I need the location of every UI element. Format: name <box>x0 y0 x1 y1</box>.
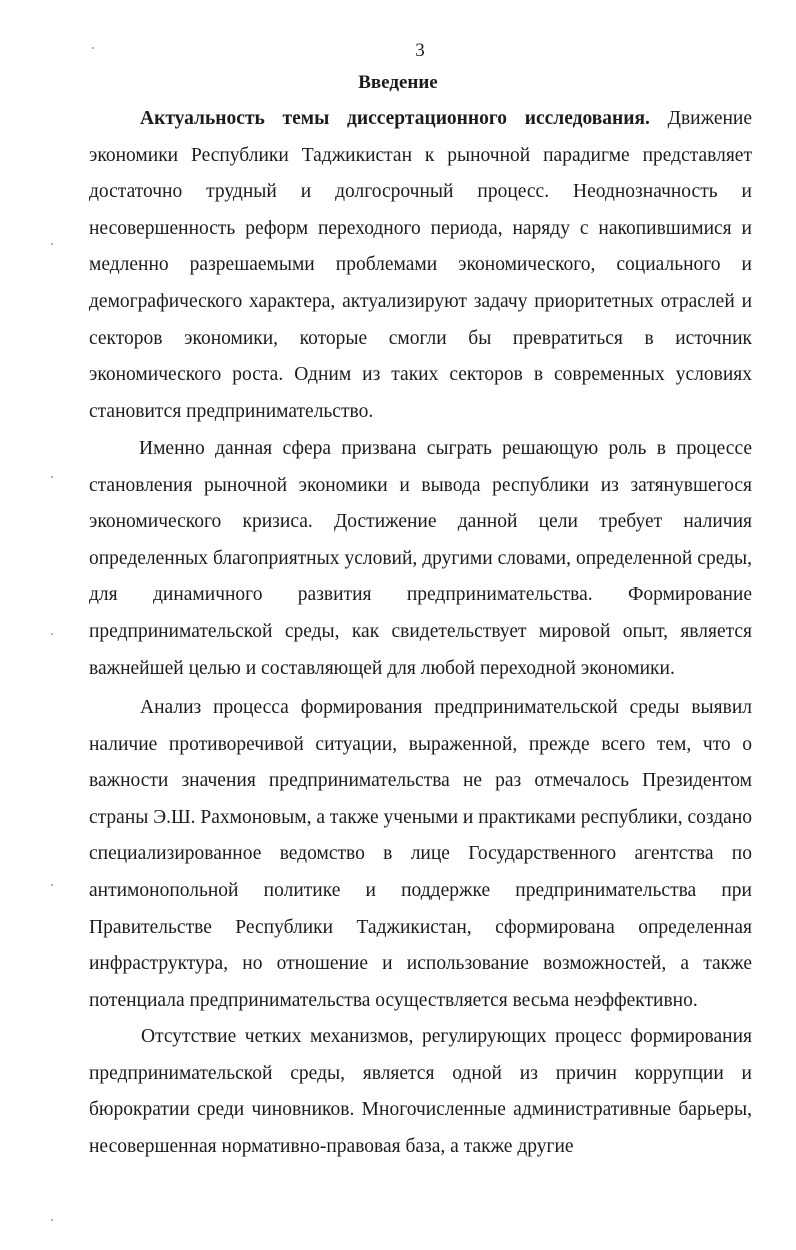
page-number: 3 <box>415 40 425 61</box>
paragraph-1-text: Движение экономики Республики Таджикистан к рыночной парадигме представляет достаточно трудный и долгосрочный процесс. Неоднозначность и несовершенность реформ переходного периода, наряду с накопившимися и медленно разрешаемыми проблемами экономического, социального и демографического характера, актуализируют задачу приоритетных отраслей и секторов экономики, которые смогли бы превратиться в источник экономического роста. Одним из таких секторов в современных условиях становится предпринимательство. <box>89 108 752 422</box>
paragraph-1 <box>89 101 752 430</box>
paragraph-1-lead: Актуальность темы диссертационного исследования. <box>140 108 650 129</box>
paragraph-2-text: Именно данная сфера призвана сыграть решающую роль в процессе становления рыночной экономики и вывода республики из затянувшегося экономического кризиса. Достижение данной цели требует наличия определенных благоприятных условий, другими словами, определенной среды, для динамичного развития предпринимательства. Формирование предпринимательской среды, как свидетельствует мировой опыт, является важнейшей целью и составляющей для любой переходной экономики. <box>89 438 752 679</box>
scan-speck <box>51 243 53 245</box>
section-heading: Введение <box>358 72 438 93</box>
paragraph-4 <box>89 1019 752 1165</box>
paragraph-4-text: Отсутствие четких механизмов, регулирующих процесс формирования предпринимательской среды, является одной из причин коррупции и бюрократии среди чиновников. Многочисленные административные барьеры, несовершенная нормативно-правовая база, а также другие <box>89 1026 752 1157</box>
scan-speck <box>51 884 53 886</box>
scan-speck <box>92 47 94 49</box>
paragraph-2 <box>89 431 752 687</box>
scan-speck <box>51 476 53 478</box>
scan-speck <box>51 633 53 635</box>
scan-speck <box>51 1219 53 1221</box>
paragraph-3 <box>89 690 752 1019</box>
paragraph-3-text: Анализ процесса формирования предпринимательской среды выявил наличие противоречивой ситуации, выраженной, прежде всего тем, что о важности значения предпринимательства не раз отмечалось Президентом страны Э.Ш. Рахмоновым, а также учеными и практиками республики, создано специализированное ведомство в лице Государственного агентства по антимонопольной политике и поддержке предпринимательства при Правительстве Республики Таджикистан, сформирована определенная инфраструктура, но отношение и использование возможностей, а также потенциала предпринимательства осуществляется весьма неэффективно. <box>89 697 752 1011</box>
